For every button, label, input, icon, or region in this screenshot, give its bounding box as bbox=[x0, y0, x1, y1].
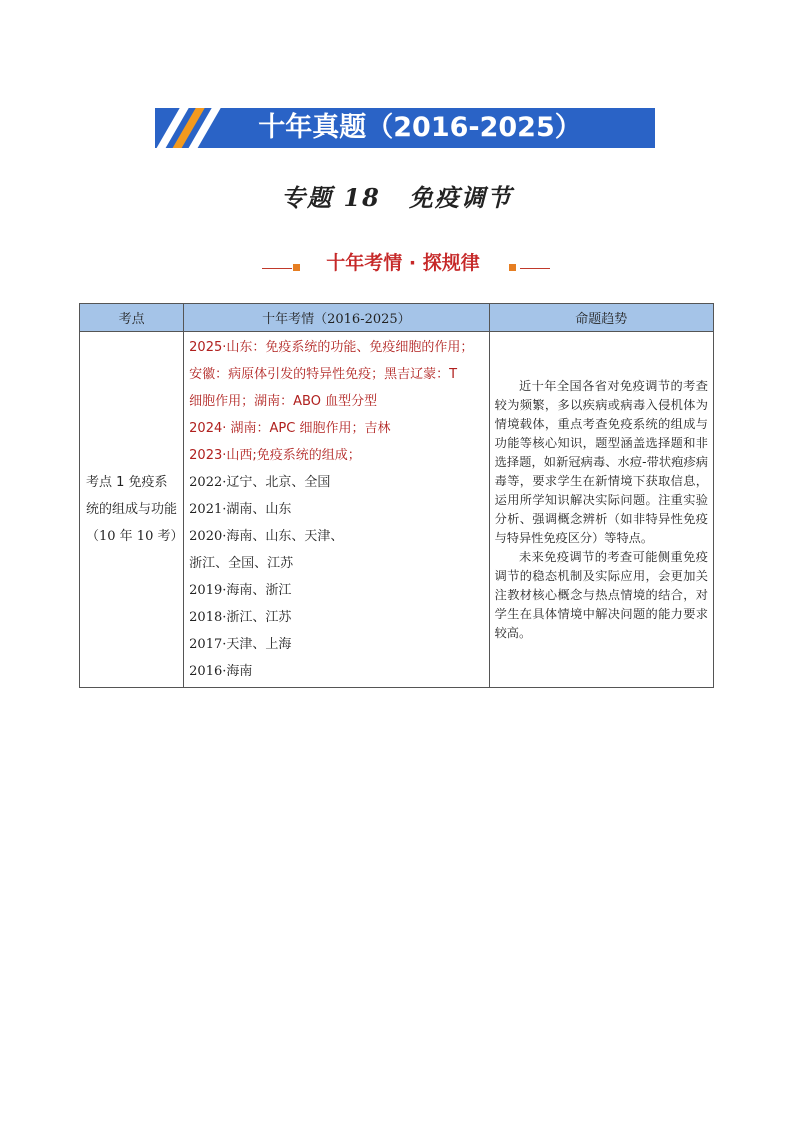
table-row bbox=[80, 332, 714, 688]
kaoqing-line: 2016·海南 bbox=[189, 664, 253, 679]
table-header-row bbox=[80, 304, 714, 332]
kaoqing-line: 细胞作用；湖南：ABO 血型分型 bbox=[189, 394, 378, 409]
kaodian-count: （10 年 10 考） bbox=[86, 529, 184, 544]
decor-square-right bbox=[509, 264, 516, 271]
kaoqing-line: 2017·天津、上海 bbox=[189, 637, 292, 652]
header-trend: 命题趋势 bbox=[489, 304, 713, 332]
kaodian-cell bbox=[80, 332, 184, 688]
banner-title: 十年真题（2016-2025） bbox=[258, 112, 582, 143]
topic-title bbox=[0, 178, 794, 213]
kaoqing-line: 2019·海南、浙江 bbox=[189, 583, 292, 598]
kaoqing-line: 2024· 湖南：APC 细胞作用；吉林 bbox=[189, 421, 391, 436]
topic-number: 专题 18 bbox=[281, 183, 381, 212]
decor-line-right bbox=[520, 268, 550, 269]
kaoqing-line: 2020·海南、山东、天津、 bbox=[189, 529, 344, 544]
topic-name: 免疫调节 bbox=[408, 183, 513, 212]
section-heading bbox=[0, 248, 794, 278]
exam-table bbox=[79, 303, 714, 688]
decor-square-left bbox=[293, 264, 300, 271]
title-banner bbox=[155, 108, 655, 148]
kaodian-name: 考点 1 免疫系统的组成与功能 bbox=[86, 475, 178, 517]
kaoqing-line: 2025·山东：免疫系统的功能、免疫细胞的作用； bbox=[189, 340, 474, 355]
kaoqing-line: 2022·辽宁、北京、全国 bbox=[189, 475, 331, 490]
kaoqing-cell bbox=[184, 332, 489, 688]
kaoqing-line: 2018·浙江、江苏 bbox=[189, 610, 292, 625]
kaoqing-line: 安徽：病原体引发的特异性免疫；黑吉辽蒙：T bbox=[189, 367, 458, 382]
trend-paragraph: 未来免疫调节的考查可能侧重免疫调节的稳态机制及实际应用，会更加关注教材核心概念与热点情境的结合，对学生在具体情境中解决问题的能力要求较高。 bbox=[494, 549, 708, 640]
header-kaoqing: 十年考情（2016-2025） bbox=[184, 304, 489, 332]
header-kaodian: 考点 bbox=[80, 304, 184, 332]
kaoqing-line: 2023·山西;免疫系统的组成； bbox=[189, 448, 361, 463]
trend-paragraph: 近十年全国各省对免疫调节的考查较为频繁，多以疾病或病毒入侵机体为情境载体，重点考查免疫系统的组成与功能等核心知识，题型涵盖选择题和非选择题，如新冠病毒、水痘-带状疱疹病毒等，要求学生在新情境下获取信息，运用所学知识解决实际问题。注重实验分析、强调概念辨析（如非特异性免疫与特异性免疫区分）等特点。 bbox=[494, 378, 708, 545]
decor-line-left bbox=[262, 268, 292, 269]
kaoqing-line: 浙江、全国、江苏 bbox=[189, 556, 294, 571]
section-title: 十年考情 · 探规律 bbox=[326, 252, 480, 274]
kaoqing-line: 2021·湖南、山东 bbox=[189, 502, 292, 517]
trend-cell bbox=[489, 332, 713, 688]
